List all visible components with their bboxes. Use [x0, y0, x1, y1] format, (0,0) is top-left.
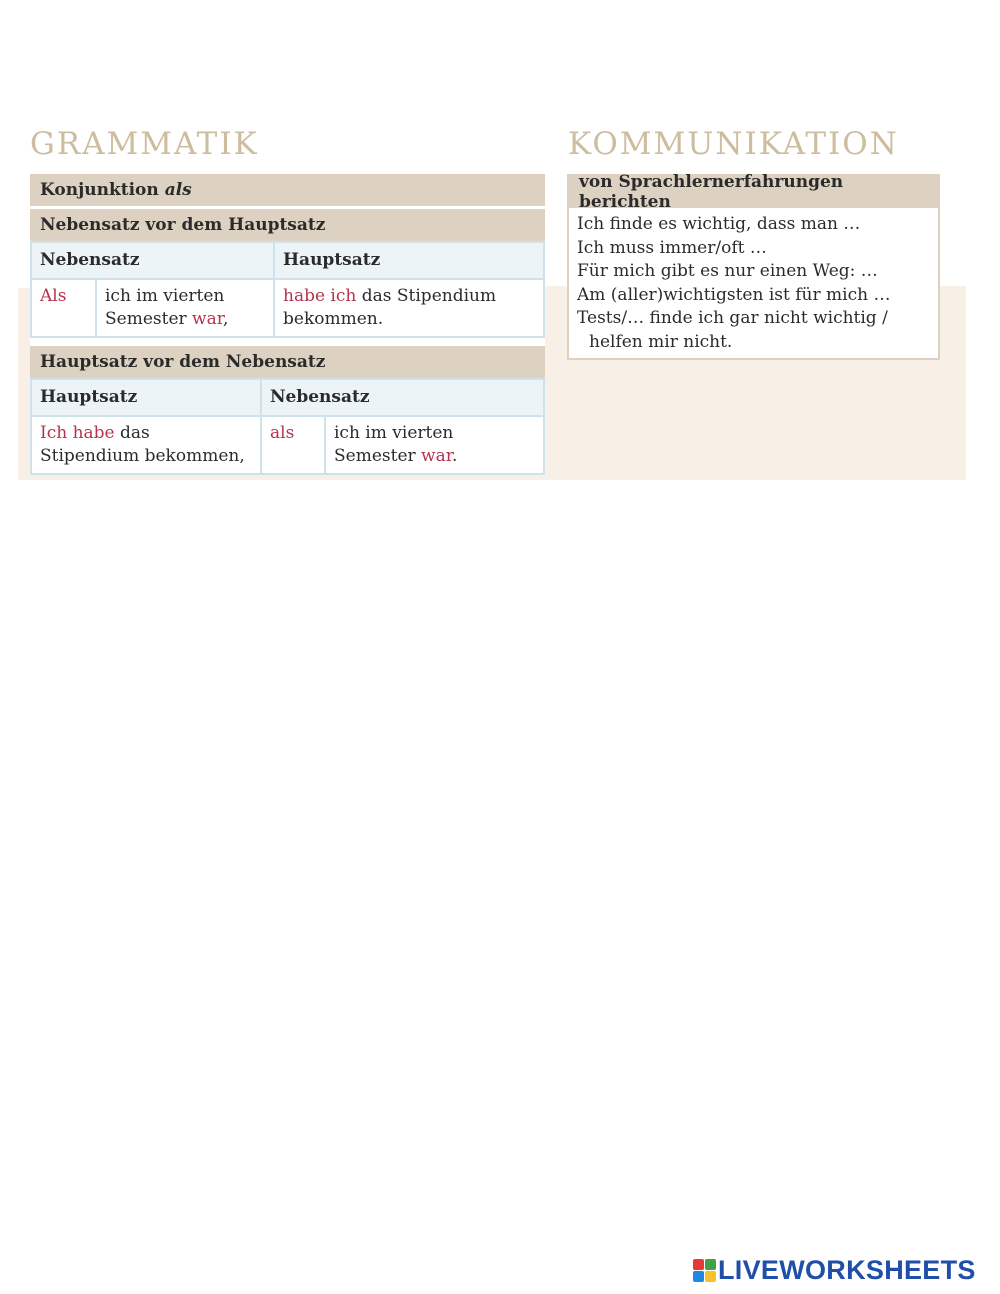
list-item: Für mich gibt es nur einen Weg: … — [577, 261, 878, 281]
cell-mainclause — [274, 279, 544, 337]
subclause-text: ich im vierten Semester — [105, 286, 225, 329]
section1-col-nebensatz: Nebensatz — [31, 242, 274, 279]
logo-blocks-icon — [693, 1259, 715, 1281]
section2-table — [30, 378, 545, 475]
cell-mainclause — [31, 416, 261, 474]
logo-text: LIVEWORKSHEETS — [718, 1254, 976, 1285]
section1-table — [30, 241, 545, 338]
konjunktion-word: als — [164, 180, 192, 200]
kommunikation-header: von Sprachlernerfahrungen berichten — [569, 176, 938, 208]
mainclause-text: das Stipendium bekommen. — [283, 286, 497, 329]
cell-subclause — [325, 416, 544, 474]
conjunction-text: als — [270, 423, 295, 443]
verb-subject-text: habe ich — [283, 286, 357, 306]
list-item-text: Tests/… finde ich gar nicht wichtig / — [577, 308, 888, 328]
table-row — [31, 279, 544, 337]
list-item: Ich muss immer/oft … — [577, 237, 767, 258]
cell-conjunction — [261, 416, 325, 474]
liveworksheets-logo[interactable] — [693, 1256, 976, 1284]
grammatik-title: GRAMMATIK — [30, 126, 259, 162]
list-item: Am (aller)wichtigsten ist für mich … — [577, 284, 891, 305]
punct: , — [223, 309, 229, 329]
konjunktion-label: Konjunktion — [40, 180, 159, 200]
list-item-continuation: helfen mir nicht. — [589, 331, 733, 352]
phrase-list — [569, 208, 938, 358]
section2-col-hauptsatz: Hauptsatz — [31, 379, 261, 416]
verb-text: war — [192, 309, 223, 329]
list-item: Ich finde es wichtig, dass man … — [577, 214, 861, 234]
subject-verb-text: Ich habe — [40, 423, 115, 443]
section1-col-hauptsatz: Hauptsatz — [274, 242, 544, 279]
kommunikation-box — [567, 174, 940, 360]
kommunikation-title: KOMMUNIKATION — [568, 126, 899, 162]
cell-conjunction — [31, 279, 96, 337]
conjunction-text: Als — [40, 286, 67, 306]
punct: . — [452, 446, 458, 466]
table-row — [31, 416, 544, 474]
list-item — [577, 307, 930, 354]
mainclause-text: das Stipendium bekommen, — [40, 423, 245, 466]
section2-header: Hauptsatz vor dem Nebensatz — [30, 346, 545, 378]
verb-text: war — [421, 446, 452, 466]
section2-col-nebensatz: Nebensatz — [261, 379, 544, 416]
cell-subclause — [96, 279, 274, 337]
section1-header: Nebensatz vor dem Hauptsatz — [30, 209, 545, 241]
konjunktion-header — [30, 174, 545, 206]
subclause-text: ich im vierten Semester — [334, 423, 454, 466]
grammatik-box — [30, 174, 545, 475]
